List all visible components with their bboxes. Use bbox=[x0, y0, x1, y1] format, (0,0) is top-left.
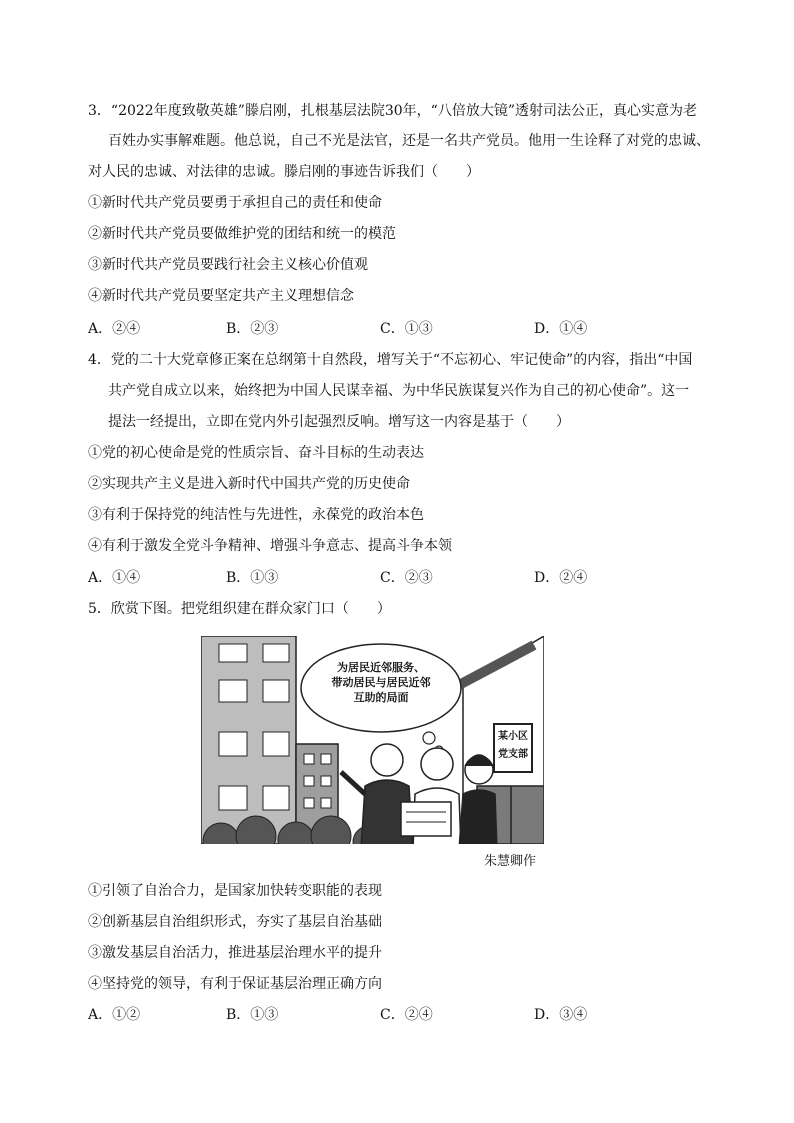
speech-line-2: 带动居民与居民近邻 bbox=[331, 676, 431, 689]
q4-stem-line-3: 提法一经提出，立即在党内外引起强烈反响。增写这一内容是基于（ ） bbox=[108, 414, 570, 430]
q4-option-a[interactable]: A．①④ bbox=[88, 570, 141, 586]
speech-line-1: 为居民近邻服务、 bbox=[337, 661, 425, 674]
speech-line-3: 互助的局面 bbox=[353, 691, 409, 704]
q4-option-d[interactable]: D．②④ bbox=[534, 570, 588, 586]
q5-option-b[interactable]: B．①③ bbox=[226, 1007, 279, 1023]
q5-option-d[interactable]: D．③④ bbox=[534, 1007, 588, 1023]
q4-statement-3: ③有利于保持党的纯洁性与先进性，永葆党的政治本色 bbox=[88, 507, 424, 523]
q3-stem-line-3: 对人民的忠诚、对法律的忠诚。滕启刚的事迹告诉我们（ ） bbox=[88, 164, 480, 180]
q3-statement-1: ①新时代共产党员要勇于承担自己的责任和使命 bbox=[88, 195, 382, 211]
cartoon-credit: 朱慧卿作 bbox=[483, 854, 536, 869]
q3-stem-line-1: 3．“2022年度致敬英雄”滕启刚，扎根基层法院30年，“八倍放大镜”透射司法公正，真心实意为老 bbox=[88, 103, 697, 119]
q4-stem-line-2: 共产党自成立以来，始终把为中国人民谋幸福、为中华民族谋复兴作为自己的初心使命”。这一 bbox=[108, 383, 690, 399]
q4-option-c[interactable]: C．②③ bbox=[380, 570, 433, 586]
sign-line-2: 党支部 bbox=[498, 749, 528, 760]
q3-option-d[interactable]: D．①④ bbox=[534, 321, 588, 337]
q4-statement-1: ①党的初心使命是党的性质宗旨、奋斗目标的生动表达 bbox=[88, 445, 424, 461]
q4-statement-2: ②实现共产主义是进入新时代中国共产党的历史使命 bbox=[88, 476, 410, 492]
q4-statement-4: ④有利于激发全党斗争精神、增强斗争意志、提高斗争本领 bbox=[88, 538, 452, 554]
q4-stem-line-1: 4．党的二十大党章修正案在总纲第十自然段，增写关于“不忘初心、牢记使命”的内容，指出“中国 bbox=[88, 352, 693, 368]
q5-option-a[interactable]: A．①② bbox=[88, 1007, 141, 1023]
q5-statement-3: ③激发基层自治活力，推进基层治理水平的提升 bbox=[88, 945, 382, 961]
q5-option-c[interactable]: C．②④ bbox=[380, 1007, 433, 1023]
cartoon-figure bbox=[201, 636, 544, 873]
sign-line-1: 某小区 bbox=[498, 731, 528, 742]
q3-statement-3: ③新时代共产党员要践行社会主义核心价值观 bbox=[88, 257, 368, 273]
q3-stem-line-2: 百姓办实事解难题。他总说，自己不光是法官，还是一名共产党员。他用一生诠释了对党的忠诚、 bbox=[108, 133, 710, 149]
q3-statement-2: ②新时代共产党员要做维护党的团结和统一的模范 bbox=[88, 226, 396, 242]
q5-statement-1: ①引领了自治合力，是国家加快转变职能的表现 bbox=[88, 883, 382, 899]
q3-option-b[interactable]: B．②③ bbox=[226, 321, 279, 337]
q3-option-a[interactable]: A．②④ bbox=[88, 321, 141, 337]
q3-statement-4: ④新时代共产党员要坚定共产主义理想信念 bbox=[88, 288, 354, 304]
q3-option-c[interactable]: C．①③ bbox=[380, 321, 433, 337]
q5-statement-4: ④坚持党的领导，有利于保证基层治理正确方向 bbox=[88, 976, 382, 992]
q4-option-b[interactable]: B．①③ bbox=[226, 570, 279, 586]
speech-bubble-text bbox=[311, 660, 451, 705]
q5-statement-2: ②创新基层自治组织形式，夯实了基层自治基础 bbox=[88, 914, 382, 930]
party-branch-sign bbox=[494, 728, 532, 764]
q5-stem-line-1: 5．欣赏下图。把党组织建在群众家门口（ ） bbox=[88, 601, 391, 617]
